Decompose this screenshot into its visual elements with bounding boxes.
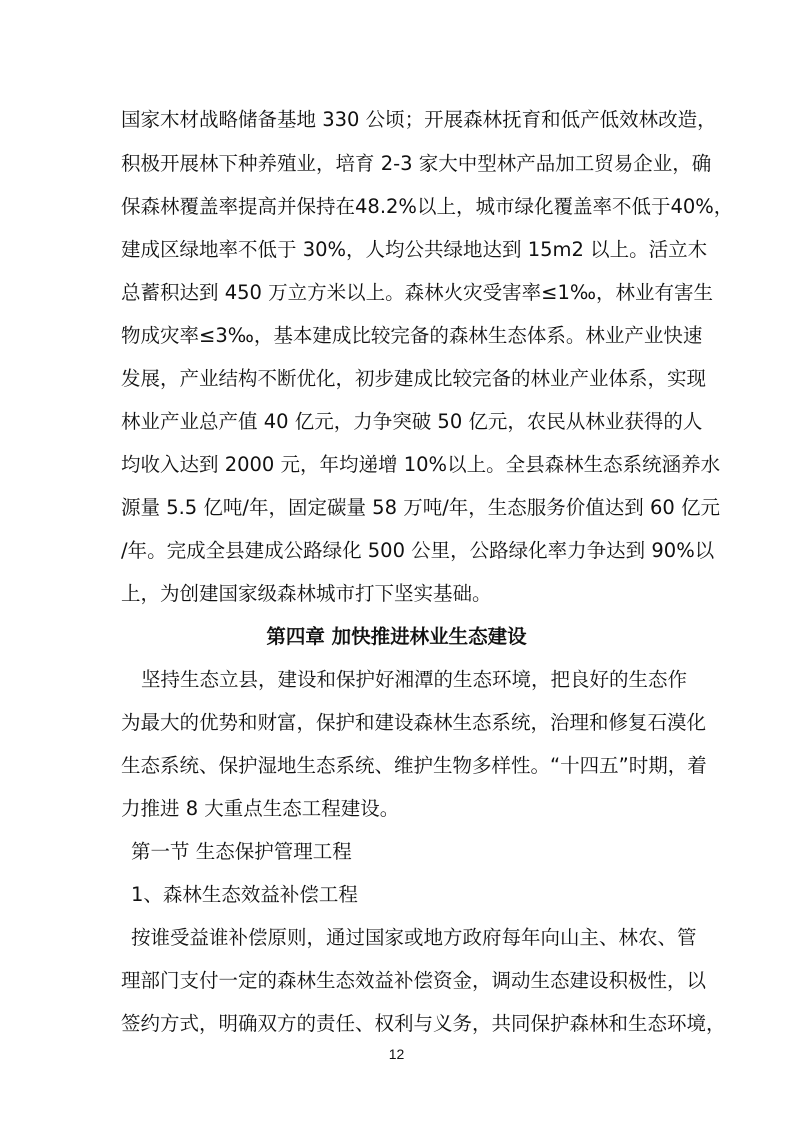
paragraph-2-line-1: 坚持生态立县，建设和保护好湘潭的生态环境，把良好的生态作 [141, 668, 688, 691]
paragraph-1-line-9: 均收入达到 2000 元，年均递增 10%以上。全县森林生态系统涵养水 [121, 453, 721, 476]
paragraph-1-line-3: 保森林覆盖率提高并保持在48.2%以上，城市绿化覆盖率不低于40%， [121, 195, 734, 218]
paragraph-2-line-3: 生态系统、保护湿地生态系统、维护生物多样性。“十四五”时期，着 [121, 754, 707, 777]
section-heading: 第一节 生态保护管理工程 [131, 840, 352, 863]
paragraph-1-line-11: /年。完成全县建成公路绿化 500 公里，公路绿化率力争达到 90%以 [121, 539, 715, 562]
paragraph-3-line-3: 签约方式，明确双方的责任、权利与义务，共同保护森林和生态环境， [121, 1012, 726, 1035]
paragraph-3-line-1: 按谁受益谁补偿原则，通过国家或地方政府每年向山主、林农、管 [131, 926, 697, 949]
paragraph-1-line-4: 建成区绿地率不低于 30%，人均公共绿地达到 15m2 以上。活立木 [121, 238, 708, 261]
paragraph-3-line-2: 理部门支付一定的森林生态效益补偿资金，调动生态建设积极性，以 [121, 969, 707, 992]
paragraph-1-line-7: 发展，产业结构不断优化，初步建成比较完备的林业产业体系，实现 [121, 367, 707, 390]
paragraph-1-line-12: 上，为创建国家级森林城市打下坚实基础。 [121, 582, 492, 605]
subsection-heading: 1、森林生态效益补偿工程 [131, 883, 358, 906]
paragraph-1-line-2: 积极开展林下种养殖业，培育 2-3 家大中型林产品加工贸易企业，确 [121, 152, 712, 175]
paragraph-1-line-5: 总蓄积达到 450 万立方米以上。森林火灾受害率≤1‰，林业有害生 [121, 281, 714, 304]
paragraph-1-line-10: 源量 5.5 亿吨/年，固定碳量 58 万吨/年，生态服务价值达到 60 亿元 [121, 496, 720, 519]
paragraph-1-line-6: 物成灾率≤3‰，基本建成比较完备的森林生态体系。林业产业快速 [121, 324, 703, 347]
paragraph-1-line-8: 林业产业总产值 40 亿元，力争突破 50 亿元，农民从林业获得的人 [121, 410, 703, 433]
chapter-heading: 第四章 加快推进林业生态建设 [266, 625, 527, 648]
page-number: 12 [388, 1046, 405, 1062]
paragraph-1-line-1: 国家木材战略储备基地 330 公顷；开展森林抚育和低产低效林改造， [121, 108, 717, 131]
paragraph-2-line-2: 为最大的优势和财富，保护和建设森林生态系统，治理和修复石漠化 [121, 711, 707, 734]
paragraph-2-line-4: 力推进 8 大重点生态工程建设。 [121, 797, 400, 820]
